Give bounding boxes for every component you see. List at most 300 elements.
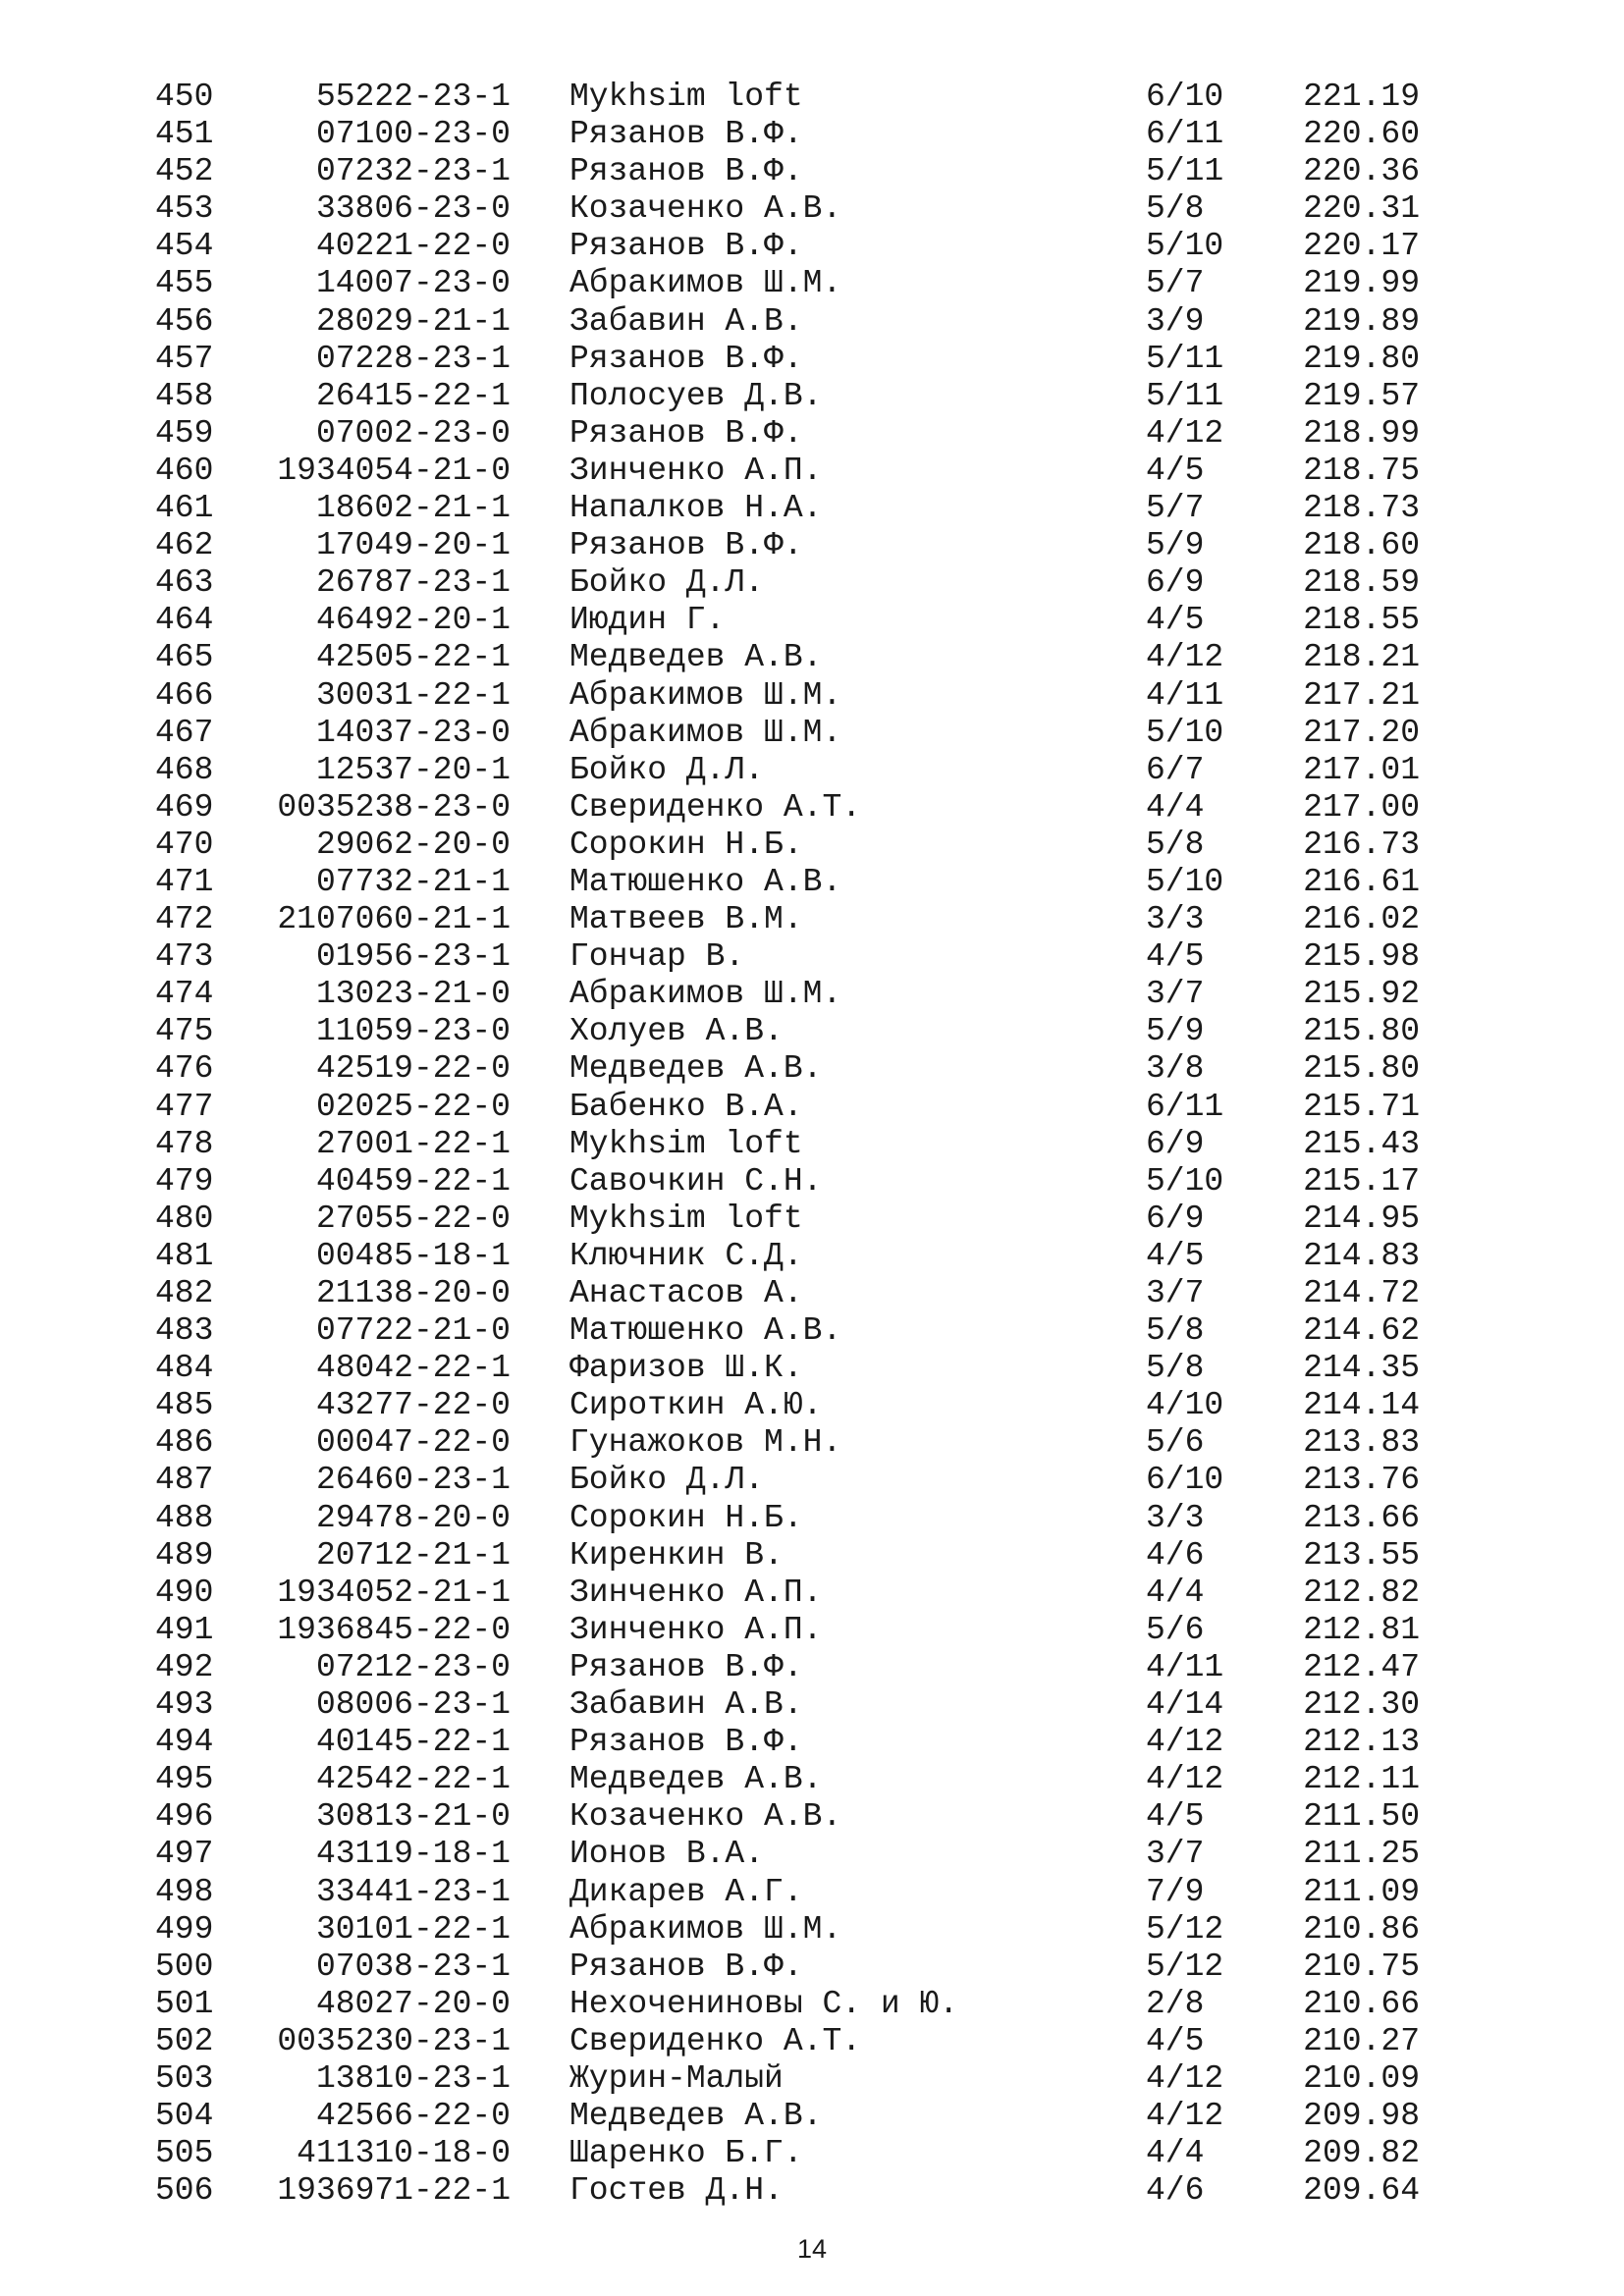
ratio-cell: 5/8	[1146, 190, 1205, 228]
ratio-cell: 6/11	[1146, 116, 1224, 153]
row-number-cell: 465	[155, 639, 214, 676]
table-row	[0, 2060, 1624, 2098]
table-row	[0, 827, 1624, 864]
ratio-cell: 3/9	[1146, 302, 1205, 340]
row-number-cell: 499	[155, 1910, 214, 1948]
table-row	[0, 1986, 1624, 2023]
ratio-cell: 4/14	[1146, 1686, 1224, 1724]
owner-name-cell: Полосуев Д.В.	[569, 377, 823, 414]
table-row	[0, 602, 1624, 639]
table-row	[0, 2135, 1624, 2172]
owner-name-cell: Гунажоков М.Н.	[569, 1424, 842, 1462]
row-number-cell: 491	[155, 1611, 214, 1648]
row-number-cell: 500	[155, 1948, 214, 1985]
ratio-cell: 5/7	[1146, 265, 1205, 302]
ring-id-cell: 55222-23-1	[315, 79, 511, 115]
score-cell: 218.99	[1303, 414, 1420, 452]
row-number-cell: 466	[155, 676, 214, 714]
owner-name-cell: Абракимов Ш.М.	[569, 265, 842, 302]
ring-id-cell: 08006-23-1	[315, 1686, 511, 1724]
row-number-cell: 459	[155, 414, 214, 452]
row-number-cell: 485	[155, 1387, 214, 1424]
row-number-cell: 468	[155, 751, 214, 788]
ring-id-cell: 07722-21-0	[315, 1312, 511, 1350]
ring-id-cell: 26787-23-1	[315, 564, 511, 602]
owner-name-cell: Козаченко А.В.	[569, 1798, 842, 1836]
row-number-cell: 453	[155, 190, 214, 228]
ratio-cell: 4/5	[1146, 452, 1205, 489]
score-cell: 221.19	[1303, 79, 1420, 115]
owner-name-cell: Свериденко А.Т.	[569, 788, 862, 826]
results-table	[0, 79, 1624, 2210]
ring-id-cell: 42505-22-1	[315, 639, 511, 676]
score-cell: 210.09	[1303, 2059, 1420, 2097]
row-number-cell: 482	[155, 1275, 214, 1311]
owner-name-cell: Напалков Н.А.	[569, 490, 823, 527]
ratio-cell: 4/12	[1146, 1724, 1224, 1761]
table-row	[0, 1462, 1624, 1499]
owner-name-cell: Рязанов В.Ф.	[569, 228, 803, 265]
owner-name-cell: Медведев А.В.	[569, 1761, 823, 1798]
ring-id-cell: 29062-20-0	[315, 826, 511, 863]
table-row	[0, 415, 1624, 453]
ring-id-cell: 00047-22-0	[315, 1424, 511, 1462]
ratio-cell: 4/4	[1146, 2135, 1205, 2172]
ring-id-cell: 13810-23-1	[315, 2059, 511, 2097]
table-row	[0, 1050, 1624, 1088]
owner-name-cell: Дикарев А.Г.	[569, 1873, 803, 1910]
score-cell: 220.60	[1303, 116, 1420, 153]
score-cell: 219.99	[1303, 265, 1420, 302]
table-row	[0, 303, 1624, 341]
ring-id-cell: 11059-23-0	[315, 1013, 511, 1050]
ratio-cell: 6/9	[1146, 564, 1205, 602]
score-cell: 215.17	[1303, 1162, 1420, 1200]
ring-id-cell: 29478-20-0	[315, 1499, 511, 1536]
page-number: 14	[796, 2234, 828, 2264]
row-number-cell: 451	[155, 116, 214, 153]
ring-id-cell: 30813-21-0	[315, 1798, 511, 1836]
row-number-cell: 506	[155, 2172, 214, 2210]
ring-id-cell: 27055-22-0	[315, 1200, 511, 1237]
owner-name-cell: Рязанов В.Ф.	[569, 153, 803, 190]
owner-name-cell: Гончар В.	[569, 938, 745, 976]
score-cell: 210.75	[1303, 1948, 1420, 1985]
ring-id-cell: 20712-21-1	[315, 1536, 511, 1574]
owner-name-cell: Фаризов Ш.К.	[569, 1350, 803, 1387]
row-number-cell: 497	[155, 1836, 214, 1873]
ring-id-cell: 07100-23-0	[315, 116, 511, 153]
score-cell: 214.62	[1303, 1312, 1420, 1350]
ring-id-cell: 12537-20-1	[315, 751, 511, 788]
score-cell: 219.80	[1303, 340, 1420, 377]
ring-id-cell: 07228-23-1	[315, 340, 511, 377]
ratio-cell: 3/7	[1146, 1836, 1205, 1873]
ring-id-cell: 48042-22-1	[315, 1350, 511, 1387]
row-number-cell: 496	[155, 1798, 214, 1836]
row-number-cell: 452	[155, 153, 214, 190]
row-number-cell: 493	[155, 1686, 214, 1724]
row-number-cell: 470	[155, 826, 214, 863]
score-cell: 211.25	[1303, 1836, 1420, 1873]
ring-id-cell: 42566-22-0	[315, 2098, 511, 2135]
ratio-cell: 4/10	[1146, 1387, 1224, 1424]
owner-name-cell: Бойко Д.Л.	[569, 751, 765, 788]
row-number-cell: 463	[155, 564, 214, 602]
owner-name-cell: Шаренко Б.Г.	[569, 2135, 803, 2172]
table-row	[0, 677, 1624, 715]
score-cell: 218.59	[1303, 564, 1420, 602]
owner-name-cell: Сироткин А.Ю.	[569, 1387, 823, 1424]
owner-name-cell: Рязанов В.Ф.	[569, 1724, 803, 1761]
ratio-cell: 5/6	[1146, 1611, 1205, 1648]
table-row	[0, 639, 1624, 676]
ratio-cell: 2/8	[1146, 1985, 1205, 2022]
row-number-cell: 461	[155, 490, 214, 527]
row-number-cell: 462	[155, 527, 214, 564]
table-row	[0, 1911, 1624, 1949]
score-cell: 210.66	[1303, 1985, 1420, 2022]
ring-id-cell: 14037-23-0	[315, 714, 511, 751]
owner-name-cell: Mykhsim loft	[569, 79, 803, 115]
ratio-cell: 6/9	[1146, 1125, 1205, 1162]
table-row	[0, 2023, 1624, 2060]
table-row	[0, 1424, 1624, 1462]
row-number-cell: 487	[155, 1462, 214, 1499]
owner-name-cell: Рязанов В.Ф.	[569, 1948, 803, 1985]
table-row	[0, 938, 1624, 976]
row-number-cell: 489	[155, 1536, 214, 1574]
score-cell: 216.02	[1303, 901, 1420, 938]
owner-name-cell: Абракимов Ш.М.	[569, 1910, 842, 1948]
table-row	[0, 1013, 1624, 1050]
ratio-cell: 5/10	[1146, 1162, 1224, 1200]
ratio-cell: 4/5	[1146, 1798, 1205, 1836]
score-cell: 213.83	[1303, 1424, 1420, 1462]
table-row	[0, 864, 1624, 901]
ratio-cell: 6/10	[1146, 1462, 1224, 1499]
owner-name-cell: Бойко Д.Л.	[569, 564, 765, 602]
ring-id-cell: 30031-22-1	[315, 676, 511, 714]
ring-id-cell: 33441-23-1	[315, 1873, 511, 1910]
owner-name-cell: Гостев Д.Н.	[569, 2172, 784, 2210]
ring-id-cell: 33806-23-0	[315, 190, 511, 228]
ratio-cell: 5/10	[1146, 863, 1224, 900]
ratio-cell: 5/10	[1146, 714, 1224, 751]
ratio-cell: 5/9	[1146, 527, 1205, 564]
table-row	[0, 1275, 1624, 1312]
ratio-cell: 6/9	[1146, 1200, 1205, 1237]
table-row	[0, 1724, 1624, 1761]
score-cell: 215.80	[1303, 1050, 1420, 1088]
ring-id-cell: 07212-23-0	[315, 1648, 511, 1685]
ratio-cell: 6/7	[1146, 751, 1205, 788]
ratio-cell: 5/11	[1146, 153, 1224, 190]
ratio-cell: 5/6	[1146, 1424, 1205, 1462]
table-row	[0, 116, 1624, 153]
score-cell: 210.27	[1303, 2022, 1420, 2059]
score-cell: 218.21	[1303, 639, 1420, 676]
row-number-cell: 488	[155, 1499, 214, 1536]
ring-id-cell: 01956-23-1	[315, 938, 511, 976]
table-row	[0, 378, 1624, 415]
ratio-cell: 3/8	[1146, 1050, 1205, 1088]
table-row	[0, 190, 1624, 228]
row-number-cell: 455	[155, 265, 214, 302]
owner-name-cell: Бойко Д.Л.	[569, 1462, 765, 1499]
ring-id-cell: 07002-23-0	[315, 414, 511, 452]
ratio-cell: 4/5	[1146, 2022, 1205, 2059]
row-number-cell: 472	[155, 901, 214, 938]
score-cell: 215.80	[1303, 1013, 1420, 1050]
table-row	[0, 1312, 1624, 1350]
ratio-cell: 5/12	[1146, 1910, 1224, 1948]
owner-name-cell: Ключник С.Д.	[569, 1237, 803, 1274]
owner-name-cell: Холуев А.В.	[569, 1013, 784, 1050]
score-cell: 219.89	[1303, 302, 1420, 340]
table-row	[0, 2172, 1624, 2210]
score-cell: 211.50	[1303, 1798, 1420, 1836]
row-number-cell: 505	[155, 2135, 214, 2172]
ring-id-cell: 40145-22-1	[315, 1724, 511, 1761]
table-row	[0, 1126, 1624, 1163]
owner-name-cell: Сорокин Н.Б.	[569, 1499, 803, 1536]
ratio-cell: 4/12	[1146, 639, 1224, 676]
score-cell: 215.43	[1303, 1125, 1420, 1162]
table-row	[0, 715, 1624, 752]
table-row	[0, 1238, 1624, 1275]
score-cell: 209.82	[1303, 2135, 1420, 2172]
score-cell: 212.13	[1303, 1724, 1420, 1761]
row-number-cell: 473	[155, 938, 214, 976]
score-cell: 214.14	[1303, 1387, 1420, 1424]
score-cell: 216.73	[1303, 826, 1420, 863]
ring-id-cell: 42519-22-0	[315, 1050, 511, 1088]
row-number-cell: 502	[155, 2022, 214, 2059]
table-row	[0, 228, 1624, 265]
ring-id-cell: 00485-18-1	[315, 1237, 511, 1274]
owner-name-cell: Рязанов В.Ф.	[569, 527, 803, 564]
score-cell: 212.81	[1303, 1611, 1420, 1648]
table-row	[0, 1350, 1624, 1387]
owner-name-cell: Анастасов А.	[569, 1275, 803, 1311]
row-number-cell: 458	[155, 377, 214, 414]
owner-name-cell: Савочкин С.Н.	[569, 1162, 823, 1200]
table-row	[0, 752, 1624, 789]
score-cell: 213.76	[1303, 1462, 1420, 1499]
row-number-cell: 478	[155, 1125, 214, 1162]
score-cell: 209.98	[1303, 2098, 1420, 2135]
owner-name-cell: Абракимов Ш.М.	[569, 976, 842, 1013]
ring-id-cell: 26415-22-1	[315, 377, 511, 414]
score-cell: 212.30	[1303, 1686, 1420, 1724]
owner-name-cell: Зинченко А.П.	[569, 1611, 823, 1648]
owner-name-cell: Матюшенко А.В.	[569, 1312, 842, 1350]
ring-id-cell: 07732-21-1	[315, 863, 511, 900]
score-cell: 216.61	[1303, 863, 1420, 900]
ring-id-cell: 27001-22-1	[315, 1125, 511, 1162]
score-cell: 219.57	[1303, 377, 1420, 414]
score-cell: 220.17	[1303, 228, 1420, 265]
ratio-cell: 4/5	[1146, 602, 1205, 639]
owner-name-cell: Зинченко А.П.	[569, 452, 823, 489]
ratio-cell: 4/12	[1146, 2059, 1224, 2097]
ring-id-cell: 0035238-23-0	[277, 788, 511, 826]
row-number-cell: 476	[155, 1050, 214, 1088]
row-number-cell: 494	[155, 1724, 214, 1761]
owner-name-cell: Сорокин Н.Б.	[569, 826, 803, 863]
score-cell: 212.47	[1303, 1648, 1420, 1685]
owner-name-cell: Июдин Г.	[569, 602, 726, 639]
ring-id-cell: 02025-22-0	[315, 1088, 511, 1125]
ring-id-cell: 30101-22-1	[315, 1910, 511, 1948]
ratio-cell: 5/8	[1146, 826, 1205, 863]
table-row	[0, 1163, 1624, 1201]
owner-name-cell: Забавин А.В.	[569, 302, 803, 340]
ratio-cell: 4/12	[1146, 1761, 1224, 1798]
owner-name-cell: Матвеев В.М.	[569, 901, 803, 938]
score-cell: 211.09	[1303, 1873, 1420, 1910]
score-cell: 214.83	[1303, 1237, 1420, 1274]
row-number-cell: 484	[155, 1350, 214, 1387]
ring-id-cell: 1934054-21-0	[277, 452, 511, 489]
ring-id-cell: 46492-20-1	[315, 602, 511, 639]
ratio-cell: 4/4	[1146, 1574, 1205, 1611]
owner-name-cell: Mykhsim loft	[569, 1200, 803, 1237]
ratio-cell: 4/6	[1146, 1536, 1205, 1574]
table-row	[0, 1798, 1624, 1836]
owner-name-cell: Забавин А.В.	[569, 1686, 803, 1724]
table-row	[0, 1686, 1624, 1724]
owner-name-cell: Бабенко В.А.	[569, 1088, 803, 1125]
table-row	[0, 490, 1624, 527]
table-row	[0, 1836, 1624, 1873]
score-cell: 214.95	[1303, 1200, 1420, 1237]
row-number-cell: 460	[155, 452, 214, 489]
ratio-cell: 4/4	[1146, 788, 1205, 826]
table-row	[0, 1649, 1624, 1686]
row-number-cell: 492	[155, 1648, 214, 1685]
owner-name-cell: Абракимов Ш.М.	[569, 676, 842, 714]
ring-id-cell: 43277-22-0	[315, 1387, 511, 1424]
table-row	[0, 153, 1624, 190]
table-row	[0, 1612, 1624, 1649]
table-row	[0, 1537, 1624, 1575]
ring-id-cell: 0035230-23-1	[277, 2022, 511, 2059]
score-cell: 217.01	[1303, 751, 1420, 788]
row-number-cell: 469	[155, 788, 214, 826]
ratio-cell: 5/12	[1146, 1948, 1224, 1985]
row-number-cell: 477	[155, 1088, 214, 1125]
row-number-cell: 475	[155, 1013, 214, 1050]
owner-name-cell: Абракимов Ш.М.	[569, 714, 842, 751]
owner-name-cell: Медведев А.В.	[569, 2098, 823, 2135]
ratio-cell: 3/3	[1146, 1499, 1205, 1536]
owner-name-cell: Зинченко А.П.	[569, 1574, 823, 1611]
owner-name-cell: Свериденко А.Т.	[569, 2022, 862, 2059]
score-cell: 214.35	[1303, 1350, 1420, 1387]
score-cell: 212.82	[1303, 1574, 1420, 1611]
ratio-cell: 5/11	[1146, 340, 1224, 377]
row-number-cell: 504	[155, 2098, 214, 2135]
owner-name-cell: Киренкин В.	[569, 1536, 784, 1574]
score-cell: 213.66	[1303, 1499, 1420, 1536]
score-cell: 220.36	[1303, 153, 1420, 190]
row-number-cell: 495	[155, 1761, 214, 1798]
ratio-cell: 5/8	[1146, 1350, 1205, 1387]
ring-id-cell: 1936971-22-1	[277, 2172, 511, 2210]
ratio-cell: 4/11	[1146, 1648, 1224, 1685]
table-row	[0, 789, 1624, 827]
row-number-cell: 474	[155, 976, 214, 1013]
score-cell: 217.21	[1303, 676, 1420, 714]
row-number-cell: 498	[155, 1873, 214, 1910]
ring-id-cell: 2107060-21-1	[277, 901, 511, 938]
owner-name-cell: Журин-Малый	[569, 2059, 784, 2097]
table-row	[0, 976, 1624, 1013]
owner-name-cell: Нехочениновы С. и Ю.	[569, 1985, 959, 2022]
owner-name-cell: Медведев А.В.	[569, 1050, 823, 1088]
owner-name-cell: Рязанов В.Ф.	[569, 340, 803, 377]
score-cell: 210.86	[1303, 1910, 1420, 1948]
ring-id-cell: 26460-23-1	[315, 1462, 511, 1499]
table-row	[0, 1089, 1624, 1126]
row-number-cell: 471	[155, 863, 214, 900]
ratio-cell: 3/7	[1146, 1275, 1205, 1311]
table-row	[0, 1575, 1624, 1612]
row-number-cell: 490	[155, 1574, 214, 1611]
ring-id-cell: 48027-20-0	[315, 1985, 511, 2022]
row-number-cell: 481	[155, 1237, 214, 1274]
score-cell: 213.55	[1303, 1536, 1420, 1574]
table-row	[0, 1761, 1624, 1798]
ring-id-cell: 17049-20-1	[315, 527, 511, 564]
ring-id-cell: 40221-22-0	[315, 228, 511, 265]
ring-id-cell: 40459-22-1	[315, 1162, 511, 1200]
ratio-cell: 3/7	[1146, 976, 1205, 1013]
ratio-cell: 3/3	[1146, 901, 1205, 938]
row-number-cell: 480	[155, 1200, 214, 1237]
ratio-cell: 4/6	[1146, 2172, 1205, 2210]
row-number-cell: 486	[155, 1424, 214, 1462]
ratio-cell: 5/9	[1146, 1013, 1205, 1050]
row-number-cell: 467	[155, 714, 214, 751]
owner-name-cell: Ионов В.А.	[569, 1836, 765, 1873]
table-row	[0, 265, 1624, 302]
row-number-cell: 479	[155, 1162, 214, 1200]
ratio-cell: 5/8	[1146, 1312, 1205, 1350]
table-row	[0, 2098, 1624, 2135]
score-cell: 215.71	[1303, 1088, 1420, 1125]
owner-name-cell: Медведев А.В.	[569, 639, 823, 676]
score-cell: 218.75	[1303, 452, 1420, 489]
ring-id-cell: 28029-21-1	[315, 302, 511, 340]
table-row	[0, 901, 1624, 938]
ratio-cell: 4/5	[1146, 1237, 1205, 1274]
score-cell: 209.64	[1303, 2172, 1420, 2210]
row-number-cell: 456	[155, 302, 214, 340]
owner-name-cell: Козаченко А.В.	[569, 190, 842, 228]
table-row	[0, 341, 1624, 378]
row-number-cell: 503	[155, 2059, 214, 2097]
table-row	[0, 1949, 1624, 1986]
row-number-cell: 501	[155, 1985, 214, 2022]
row-number-cell: 457	[155, 340, 214, 377]
owner-name-cell: Матюшенко А.В.	[569, 863, 842, 900]
score-cell: 218.60	[1303, 527, 1420, 564]
score-cell: 212.11	[1303, 1761, 1420, 1798]
ring-id-cell: 07038-23-1	[315, 1948, 511, 1985]
